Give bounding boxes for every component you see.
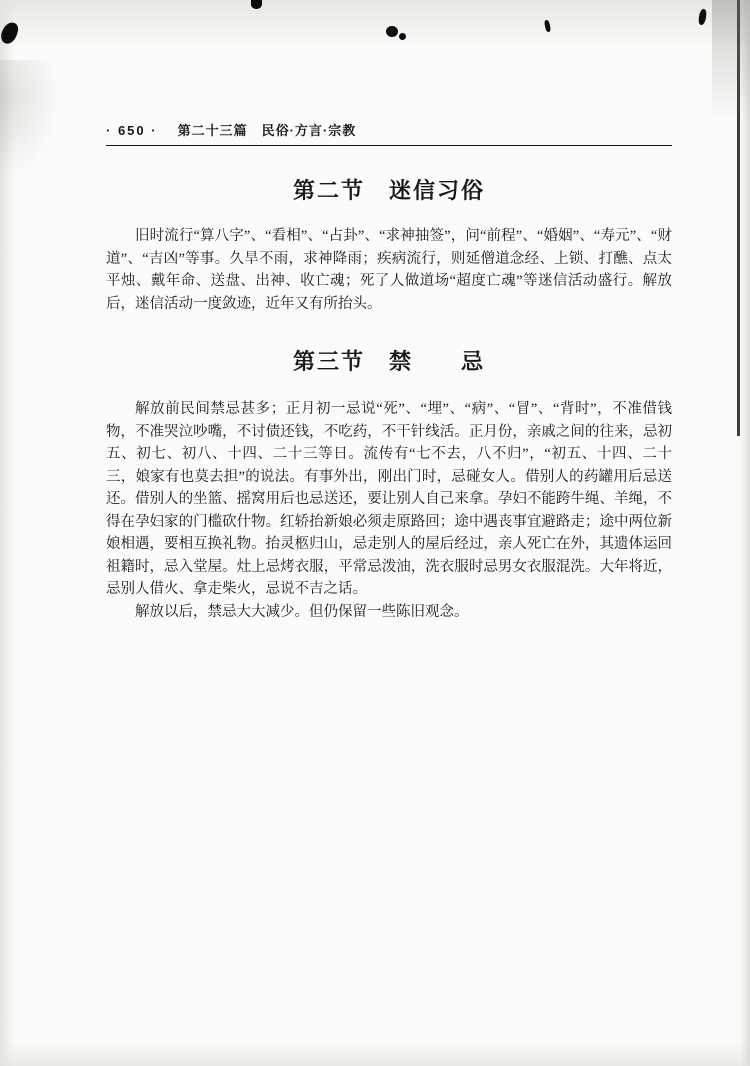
section-title-taboos: 第三节 禁 忌 xyxy=(292,349,485,374)
scan-artifact xyxy=(399,33,406,40)
paragraph: 旧时流行“算八字”、“看相”、“占卦”、“求神抽签”，问“前程”、“婚姻”、“寿元”、“财道”、“吉凶”等事。久旱不雨，求神降雨；疾病流行，则延僧道念经、上锁、打醮、点太平烛、戴年命、送盘、出神、收亡魂；死了人做道场“超度亡魂”等迷信活动盛行。解放后，迷信活动一度敛迹，近年又有所抬头。 xyxy=(106,228,672,312)
scan-artifact xyxy=(544,20,551,33)
page-number: · 650 · xyxy=(106,123,158,138)
running-header xyxy=(106,120,672,146)
scan-shadow xyxy=(712,0,750,120)
page-content xyxy=(106,120,672,623)
scan-artifact xyxy=(251,0,262,9)
scan-artifact xyxy=(386,26,398,37)
section-title-superstition: 第二节 迷信习俗 xyxy=(292,178,485,203)
scan-artifact xyxy=(698,9,708,26)
scan-artifact xyxy=(0,20,20,46)
chapter-title: 第二十三篇 民俗·方言·宗教 xyxy=(177,123,357,138)
scan-smudge xyxy=(0,60,60,180)
paragraph: 解放前民间禁忌甚多；正月初一忌说“死”、“埋”、“病”、“冒”、“背时”，不准借钱物，不准哭泣吵嘴，不讨债还钱，不吃药，不干针线活。正月份，亲戚之间的往来，忌初五、初七、初八、十四、二十三等日。流传有“七不去，八不归”，“初五、十四、二十三，娘家有也莫去担”的说法。有事外出，刚出门时，忌碰女人。借别人的药罐用后忌送还。借别人的坐篮、摇窝用后也忌送还，要让别人自己来拿。孕妇不能跨牛绳、羊绳，不得在孕妇家的门槛砍什物。红轿抬新娘必须走原路回；途中遇丧事宜避路走；途中两位新娘相遇，要相互换礼物。抬灵柩归山，忌走别人的屋后经过，亲人死亡在外，其遗体运回祖籍时，忌入堂屋。灶上忌烤衣服，平常忌泼油，洗衣服时忌男女衣服混洗。大年将近，忌别人借火、拿走柴火，忌说不吉之话。 xyxy=(106,401,672,597)
paragraph: 解放以后，禁忌大大减少。但仍保留一些陈旧观念。 xyxy=(135,603,469,620)
